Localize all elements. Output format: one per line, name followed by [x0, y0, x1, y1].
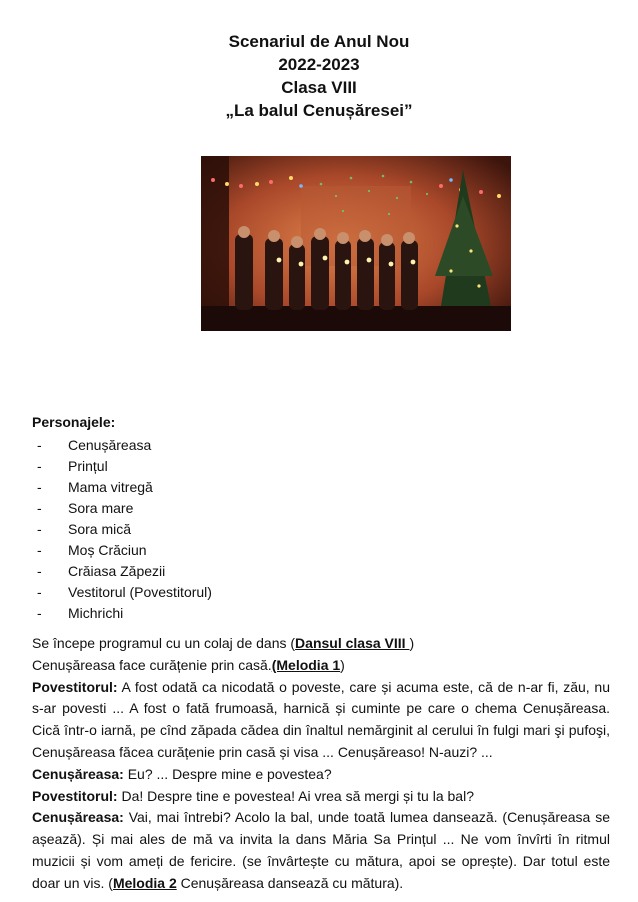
stage-photo — [201, 156, 511, 331]
list-item: - Prințul — [32, 456, 612, 477]
speaker-label: Cenușăreasa: — [32, 809, 124, 826]
cleaning-close: ) — [340, 656, 345, 673]
dialogue-text: Da! Despre tine e povestea! Ai vrea să mergi și tu la bal? — [117, 787, 474, 804]
title-line-4: „La balul Cenușăresei” — [225, 101, 413, 120]
list-item: - Michrichi — [32, 603, 612, 624]
melody-2-link[interactable]: Melodia 2 — [112, 874, 177, 891]
dialogue-text: Vai, mai întrebi? Acolo la bal, unde toată lumea dansează. (Cenușăreasa se așează). Și mai ales de mă va invita la dans Măria Sa Prințul ... Ne vom învîrti în ritmul muzicii și vom ameți de fericire. (se învârtește cu mătura, apoi se oprește). Dar totul este doar un vis. ( — [32, 809, 610, 891]
dance-link[interactable]: Dansul clasa VIII — [295, 635, 410, 651]
dialogue-close: Cenușăreasa dansează cu mătura). — [176, 874, 404, 891]
intro-text: Se începe programul cu un colaj de dans ( — [32, 635, 296, 651]
list-item: - Mama vitregă — [32, 477, 612, 498]
list-item: - Sora mică — [32, 519, 612, 540]
characters-heading: Personajele: — [32, 414, 116, 430]
intro-paragraph — [32, 633, 610, 655]
narrator-paragraph-1 — [32, 677, 610, 764]
cleaning-paragraph — [32, 655, 610, 677]
title-line-3: Clasa VIII — [281, 78, 357, 97]
speaker-label: Povestitorul: — [32, 787, 118, 804]
cleaning-text: Cenușăreasa face curățenie prin casă. — [32, 656, 272, 673]
dialogue-text: Eu? ... Despre mine e povestea? — [123, 765, 332, 782]
cinderella-paragraph-2 — [32, 807, 610, 894]
script-text — [32, 633, 610, 895]
list-item: - Cenușăreasa — [32, 435, 612, 456]
list-item: - Sora mare — [32, 498, 612, 519]
speaker-label: Povestitorul: — [32, 678, 118, 695]
dialogue-text: A fost odată ca nicodată o poveste, care și acuma este, că de n-ar fi, zău, nu s-ar povesti ... A fost o fată frumoasă, harnică și cuminte pe care o chema Cenușăreasa. Cică într-o iarnă, pe cînd zăpada cădea din înaltul nemărginit al cerului în fulgi mari şi pufoşi, Cenușăreasa făcea curățenie prin casă și visa ... Cenușăreaso! N-auzi? ... — [32, 678, 610, 760]
title-line-1: Scenariul de Anul Nou — [228, 32, 410, 51]
characters-section — [32, 412, 612, 624]
speaker-label: Cenușăreasa: — [32, 765, 124, 782]
intro-close: ) — [409, 635, 415, 651]
title-line-2: 2022-2023 — [278, 55, 360, 74]
narrator-paragraph-2 — [32, 786, 610, 808]
document-title — [0, 30, 638, 122]
list-item: - Moș Crăciun — [32, 540, 612, 561]
list-item: - Vestitorul (Povestitorul) — [32, 582, 612, 603]
stage-photo-illustration — [201, 156, 511, 331]
cinderella-paragraph-1 — [32, 764, 610, 786]
list-item: - Crăiasa Zăpezii — [32, 561, 612, 582]
melody-1-link[interactable]: (Melodia 1 — [271, 656, 341, 673]
characters-list — [32, 435, 612, 624]
